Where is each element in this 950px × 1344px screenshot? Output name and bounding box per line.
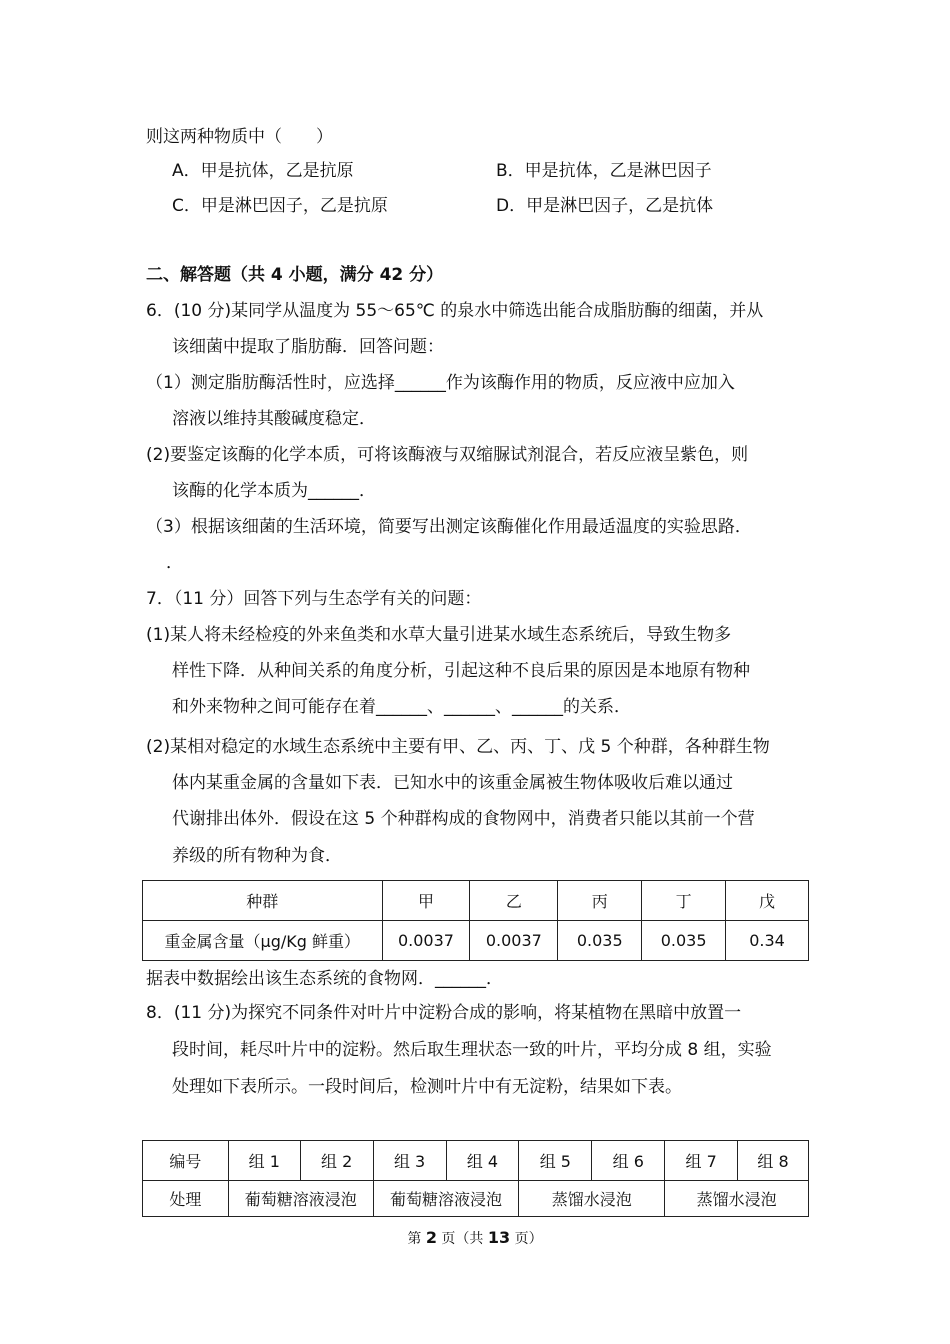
- table-header-cell: 组 5: [519, 1141, 592, 1181]
- table-header-cell: 组 6: [592, 1141, 665, 1181]
- table-header-cell: 组 2: [300, 1141, 373, 1181]
- section-title: 二、解答题（共 4 小题，满分 42 分）: [146, 265, 444, 285]
- q6-part1-a: （1）测定脂肪酶活性时，应选择______作为该酶作用的物质，反应液中应加入: [146, 373, 735, 393]
- table-header-cell: 丁: [642, 881, 726, 921]
- q7-stem: 7．（11 分）回答下列与生态学有关的问题：: [146, 589, 482, 609]
- table-cell: 重金属含量（μg/Kg 鲜重）: [143, 921, 383, 961]
- heavy-metal-table: [142, 880, 809, 961]
- table-header-cell: 甲: [382, 881, 470, 921]
- q5-option-d: D．甲是淋巴因子，乙是抗体: [496, 196, 714, 216]
- table-cell: 0.0037: [382, 921, 470, 961]
- table-cell: 0.34: [726, 921, 809, 961]
- q8-stem-2: 段时间，耗尽叶片中的淀粉。然后取生理状态一致的叶片，平均分成 8 组，实验: [172, 1040, 772, 1060]
- footer-suffix: 页）: [510, 1231, 543, 1247]
- q5-option-b: B．甲是抗体，乙是淋巴因子: [496, 161, 712, 181]
- footer-total-pages: 13: [487, 1228, 511, 1247]
- q7-part2-d: 养级的所有物种为食．: [172, 846, 342, 866]
- table-row: [143, 921, 809, 961]
- q7-part1-a: (1)某人将未经检疫的外来鱼类和水草大量引进某水域生态系统后，导致生物多: [146, 625, 732, 645]
- table-header-cell: 组 7: [665, 1141, 738, 1181]
- page-footer: [0, 1228, 950, 1248]
- q6-part3-a: （3）根据该细菌的生活环境，简要写出测定该酶催化作用最适温度的实验思路．: [146, 517, 752, 537]
- q8-stem-1: 8．(11 分)为探究不同条件对叶片中淀粉合成的影响，将某植物在黑暗中放置一: [146, 1003, 742, 1023]
- q6-stem-2: 该细菌中提取了脂肪酶．回答问题：: [172, 337, 444, 357]
- experiment-table: [142, 1140, 809, 1217]
- table-row: [143, 1141, 809, 1181]
- q6-part1-b: 溶液以维持其酸碱度稳定．: [172, 409, 376, 429]
- q5-stem: 则这两种物质中（ ）: [146, 127, 333, 147]
- table-header-cell: 组 3: [373, 1141, 446, 1181]
- table-cell: 蒸馏水浸泡: [665, 1181, 809, 1217]
- q7-part2-a: (2)某相对稳定的水域生态系统中主要有甲、乙、丙、丁、戊 5 个种群，各种群生物: [146, 737, 770, 757]
- table-row: [143, 1181, 809, 1217]
- q7-part1-b: 样性下降．从种间关系的角度分析，引起这种不良后果的原因是本地原有物种: [172, 661, 750, 681]
- q6-part3-b: ．: [166, 553, 183, 573]
- q7-part2-b: 体内某重金属的含量如下表．已知水中的该重金属被生物体吸收后难以通过: [172, 773, 733, 793]
- table-cell: 0.035: [558, 921, 642, 961]
- q6-part2-b: 该酶的化学本质为______．: [172, 481, 376, 501]
- q7-part2-c: 代谢排出体外．假设在这 5 个种群构成的食物网中，消费者只能以其前一个营: [172, 809, 755, 829]
- q7-part1-c: 和外来物种之间可能存在着______、______、______的关系．: [172, 697, 631, 717]
- table-header-cell: 种群: [143, 881, 383, 921]
- table-row: [143, 881, 809, 921]
- table-header-cell: 组 1: [228, 1141, 300, 1181]
- footer-middle: 页（共: [436, 1231, 488, 1247]
- table-header-cell: 组 4: [446, 1141, 519, 1181]
- table-cell: 0.035: [642, 921, 726, 961]
- table-cell: 葡萄糖溶液浸泡: [373, 1181, 519, 1217]
- q6-part2-a: (2)要鉴定该酶的化学本质，可将该酶液与双缩脲试剂混合，若反应液呈紫色，则: [146, 445, 749, 465]
- table-header-cell: 编号: [143, 1141, 229, 1181]
- footer-prefix: 第: [407, 1231, 426, 1247]
- table-header-cell: 丙: [558, 881, 642, 921]
- table-header-cell: 戊: [726, 881, 809, 921]
- q8-stem-3: 处理如下表所示。一段时间后，检测叶片中有无淀粉，结果如下表。: [172, 1077, 682, 1097]
- q5-option-c: C．甲是淋巴因子，乙是抗原: [172, 196, 388, 216]
- footer-page-number: 2: [425, 1228, 437, 1247]
- table-cell: 蒸馏水浸泡: [519, 1181, 665, 1217]
- table-cell: 处理: [143, 1181, 229, 1217]
- q5-option-a: A．甲是抗体，乙是抗原: [172, 161, 354, 181]
- table-header-cell: 乙: [470, 881, 558, 921]
- table-header-cell: 组 8: [738, 1141, 809, 1181]
- table-cell: 葡萄糖溶液浸泡: [228, 1181, 373, 1217]
- table-cell: 0.0037: [470, 921, 558, 961]
- q7-after-table: 据表中数据绘出该生态系统的食物网．______．: [146, 969, 503, 989]
- q6-stem-1: 6．(10 分)某同学从温度为 55～65℃ 的泉水中筛选出能合成脂肪酶的细菌，并从: [146, 301, 764, 321]
